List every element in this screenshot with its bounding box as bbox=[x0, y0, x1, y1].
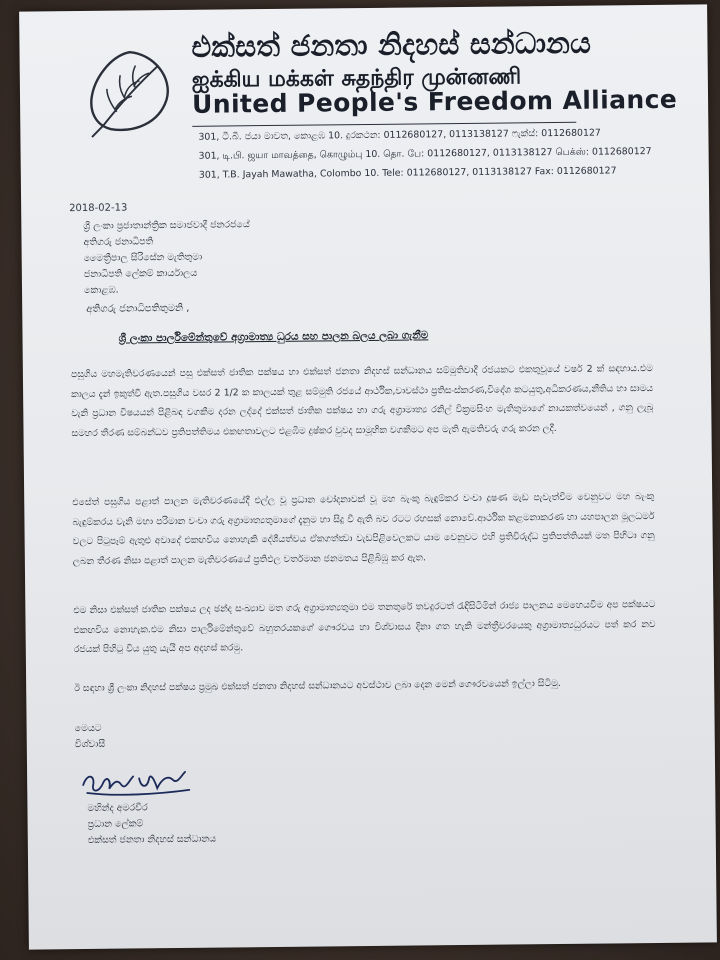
closing-line: විශ්වාසී bbox=[74, 738, 106, 751]
handwritten-signature bbox=[77, 762, 197, 803]
body-paragraph: ඊ සඳහා ශ්‍රී ලංකා නිදහස් පක්ෂය ප්‍රමුඛ එක්සත් ජනතා නිදහස් සන්ධානයට අවස්ථාව ලබා දෙන මෙන් ගෞරවයෙන් ඉල්ලා සිටිමු. bbox=[74, 677, 561, 695]
closing-line: මෙයට bbox=[74, 722, 102, 735]
recipient-line: කොළඹ. bbox=[83, 284, 119, 296]
letter-subject: ශ්‍රී ලංකා පාර්ලිමේන්තුවේ අග්‍රාමාත්‍ය ධුරය සහ පාලන බලය ලබා ගැනීම bbox=[118, 329, 429, 345]
signer-block bbox=[87, 800, 216, 849]
letter-date: 2018-02-13 bbox=[69, 202, 128, 215]
letterhead-divider bbox=[192, 122, 576, 127]
recipient-line: මෛත්‍රීපාල සිරිසේන මැතිතුමා bbox=[83, 251, 203, 264]
closing-block bbox=[75, 721, 106, 753]
recipient-line: අතිගරු ජනාධිපති bbox=[83, 236, 154, 248]
signer-title: ප්‍රධාන ලේකම් bbox=[87, 818, 144, 830]
party-name-tamil: ஐக்கிய மக்கள் சுதந்திர முன்னணி bbox=[191, 64, 522, 93]
signer-name: මහින්ද අමරවීර bbox=[87, 802, 148, 814]
recipient-line: ශ්‍රී ලංකා ප්‍රජාතාන්ත්‍රික සමාජවාදී ජනරජයේ bbox=[83, 219, 250, 232]
body-paragraph: එම නිසා එක්සත් ජාතික පක්ෂය ලද ඡන්ද සංඛ්‍යාව මත ගරු අග්‍රාමාත්‍යතුමා එම තනතුරේ තවදුරටත් රැඳිසිටිමින් රාජ්‍ය පාලනය මෙහෙයවීම අප පක්ෂයට එකඟවිය නොහැක.එම නිසා පාර්ලිමේන්තුවේ බහුතරයකගේ ගෞරවය හා විශ්වාසය දිනා ගත හැකි මන්ත්‍රීවරයෙකු අග්‍රාමාත්‍යධුරයට පත් කර නව රජයක් පිහිටු විය යුතු යැයි අප අදහස් කරමු. bbox=[73, 598, 656, 656]
leaf-logo-icon bbox=[81, 44, 178, 141]
recipient-line: ජනාධිපති ලේකම් කාර්යාලය bbox=[83, 267, 198, 280]
salutation: අතිගරු ජනාධිපතිතුමනි , bbox=[86, 302, 190, 315]
letter-page bbox=[19, 4, 717, 949]
body-paragraph: පසුගිය මහමැතිවරණයෙන් පසු එක්සත් ජාතික පක්ෂය හා එක්සත් ජනතා නිදහස් සන්ධානය සම්මුතිවාදී රජයකට එකතුවූයේ වර්ෂ 2 ක් සඳහාය.එම කාලය දැන් ඉකුත්වී ඇත.පසුගිය වසර 2 1/2 ක කාලයක් තුළ සම්මුති රජයේ ආර්ථික,වාවස්ථා ප්‍රතිසංස්කරණ,විදේශ කටයුතු,අධිකරණය,නීතිය හා සාමය වැනි ප්‍රධාන විෂයයන් පිළිබඳ වගකීම දරන ලද්දේ එක්සත් ජාතික පක්ෂය හා ගරු අග්‍රාමාත්‍ය රනිල් වික්‍රමසිංහ මැතිතුමාගේ නායකත්වයෙන් , ගනු ලැබූ සමහර තීරණ සම්බන්ධව ප්‍රතිපත්තිමය එකඟතාවලට එළඹීම දුෂ්කර වුවද සාමූහික වගකීමට අප මැති ඇමතිවරු ගරු කරන ලදී. bbox=[70, 363, 654, 439]
address-english: 301, T.B. Jayah Mawatha, Colombo 10. Tele: 0112680127, 0113138127 Fax: 0112680127 bbox=[198, 165, 617, 181]
body-paragraph: එසේත් පසුගිය පළාත් පාලන මැතිවරණයේදී එල්ල වූ ප්‍රධාන චෝදනාවක් වූ මහ බැංකු බැඳුම්කර වංචා දූෂණ මැඩ පැවැත්වීම වෙනුවට මහ බැංකු බැඳුම්කරය වැනි මහා පරිමාන වංචා ගරු අග්‍රාමාත්‍යතුමාගේ දැනුම හා සිදු වී ඇති බව රටට රහසක් නොවේ.ආර්ථික කළමනාකරණ හා යහපාලන මූලධර්ම වලට පිටුපෑම් ඇතුළු අවාදේ එකඟවිය නොහැකි දේශීයත්වය ඒකගත්ත්‍වා වැඩපිළිවෙලකට යාම වෙනුවට එහි ප්‍රතිවිරුද්ධ ප්‍රතිපත්තියක් මත පිහිටා ගනු ලබන තීරණ නිසා පළාත් පාලන මැතිවරණයේ ප්‍රතිඵල වර්තමාන ජනමතය පිළිබිඹු කර ඇත. bbox=[72, 491, 655, 567]
party-name-sinhala: එක්සත් ජනතා නිදහස් සන්ධානය bbox=[191, 25, 592, 64]
recipient-block bbox=[83, 217, 250, 299]
address-sinhala: 301, ටී.බී. ජයා මාවත, කොළඹ 10. දුරකථන: 0112680127, 0113138127 ෆැක්ස්: 0112680127 bbox=[198, 127, 601, 143]
address-tamil: 301, டி.பி. ஜயா மாவத்தை, கொழும்பு 10. தொ. பே: 0112680127, 0113138127 பெக்ஸ்: 0112680127 bbox=[198, 146, 652, 162]
party-name-english: United People's Freedom Alliance bbox=[191, 84, 678, 119]
signer-organization: එක්සත් ජනතා නිදහස් සන්ධානය bbox=[87, 833, 217, 846]
